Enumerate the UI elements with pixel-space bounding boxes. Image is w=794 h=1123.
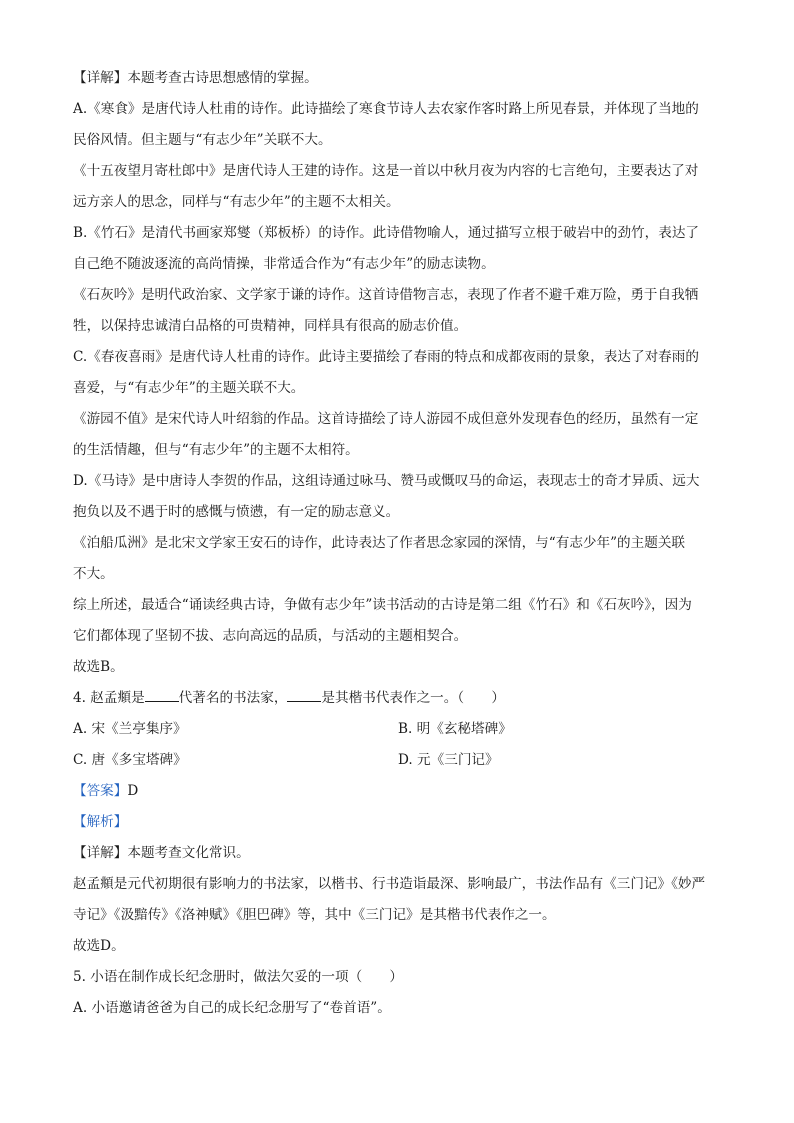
answer-blank (145, 685, 179, 702)
detail-line: 【详解】本题考查古诗思想感情的掌握。 (73, 70, 318, 86)
question-4-stem (73, 683, 733, 714)
options-row (73, 745, 733, 776)
option-a: A. 小语邀请爸爸为自己的成长纪念册写了“卷首语”。 (73, 1000, 391, 1016)
option-c: C. 唐《多宝塔碑》 (73, 752, 187, 768)
analysis-line: B.《竹石》是清代书画家郑燮（郑板桥）的诗作。此诗借物喻人，通过描写立根于破岩中的劲竹，表达了 (73, 225, 700, 241)
detail-line: 【详解】本题考查文化常识。 (73, 845, 250, 861)
analysis-line: 不大。 (73, 566, 114, 582)
stem-part: 是其楷书代表作之一。（ ） (321, 690, 505, 706)
question-5-stem: 5. 小语在制作成长纪念册时，做法欠妥的一项（ ） (73, 969, 403, 985)
analysis-line: C.《春夜喜雨》是唐代诗人杜甫的诗作。此诗主要描绘了春雨的特点和成都夜雨的景象，表达了对春雨的 (73, 349, 699, 365)
analysis-line: A.《寒食》是唐代诗人杜甫的诗作。此诗描绘了寒食节诗人去农家作客时路上所见春景，并体现了当地的 (73, 101, 699, 117)
analysis-line: 寺记》《汲黯传》《洛神赋》《胆巴碑》等，其中《三门记》是其楷书代表作之一。 (73, 907, 556, 923)
analysis-line: 的生活情趣，但与“有志少年”的主题不太相符。 (73, 442, 359, 458)
conclusion-line: 故选B。 (73, 659, 124, 675)
stem-part: 4. 赵孟頫是 (73, 690, 145, 706)
analysis-line: 《石灰吟》是明代政治家、文学家于谦的诗作。这首诗借物言志，表现了作者不避千难万险，勇于自我牺 (73, 287, 699, 303)
answer-tag: 【答案】 (73, 783, 128, 799)
document-page (73, 63, 733, 1024)
analysis-line: 综上所述，最适合“诵读经典古诗，争做有志少年”读书活动的古诗是第二组《竹石》和《石灰吟》，因为 (73, 597, 692, 613)
analysis-line: 《十五夜望月寄杜郎中》是唐代诗人王建的诗作。这是一首以中秋月夜为内容的七言绝句，主要表达了对 (73, 163, 699, 179)
answer-line (73, 776, 733, 807)
analysis-line: 喜爱，与“有志少年”的主题关联不大。 (73, 380, 305, 396)
analysis-line: 民俗风情。但主题与“有志少年”关联不大。 (73, 132, 332, 148)
analysis-line: D.《马诗》是中唐诗人李贺的作品，这组诗通过咏马、赞马或慨叹马的命运，表现志士的奇才异质、远大 (73, 473, 700, 489)
option-d: D. 元《三门记》 (398, 752, 499, 768)
answer-value: D (127, 783, 139, 799)
stem-part: 代著名的书法家， (178, 690, 288, 706)
analysis-tag: 【解析】 (73, 814, 128, 830)
analysis-line: 牲，以保持忠诚清白品格的可贵精神，同样具有很高的励志价值。 (73, 318, 468, 334)
option-a: A. 宋《兰亭集序》 (73, 721, 187, 737)
analysis-line: 它们都体现了坚韧不拔、志向高远的品质，与活动的主题相契合。 (73, 628, 468, 644)
analysis-line: 《游园不值》是宋代诗人叶绍翁的作品。这首诗描绘了诗人游园不成但意外发现春色的经历，虽然有一定 (73, 411, 699, 427)
analysis-line: 《泊船瓜洲》是北宋文学家王安石的诗作，此诗表达了作者思念家园的深情，与“有志少年”的主题关联 (73, 535, 686, 551)
analysis-line: 远方亲人的思念，同样与“有志少年”的主题不太相关。 (73, 194, 400, 210)
analysis-line: 赵孟頫是元代初期很有影响力的书法家，以楷书、行书造诣最深、影响最广，书法作品有《三门记》《妙严 (73, 876, 706, 892)
options-row (73, 714, 733, 745)
conclusion-line: 故选D。 (73, 938, 125, 954)
analysis-line: 抱负以及不遇于时的感慨与愤懑，有一定的励志意义。 (73, 504, 400, 520)
option-b: B. 明《玄秘塔碑》 (398, 721, 512, 737)
answer-blank (287, 685, 321, 702)
analysis-line: 自己绝不随波逐流的高尚情操，非常适合作为“有志少年”的励志读物。 (73, 256, 495, 272)
